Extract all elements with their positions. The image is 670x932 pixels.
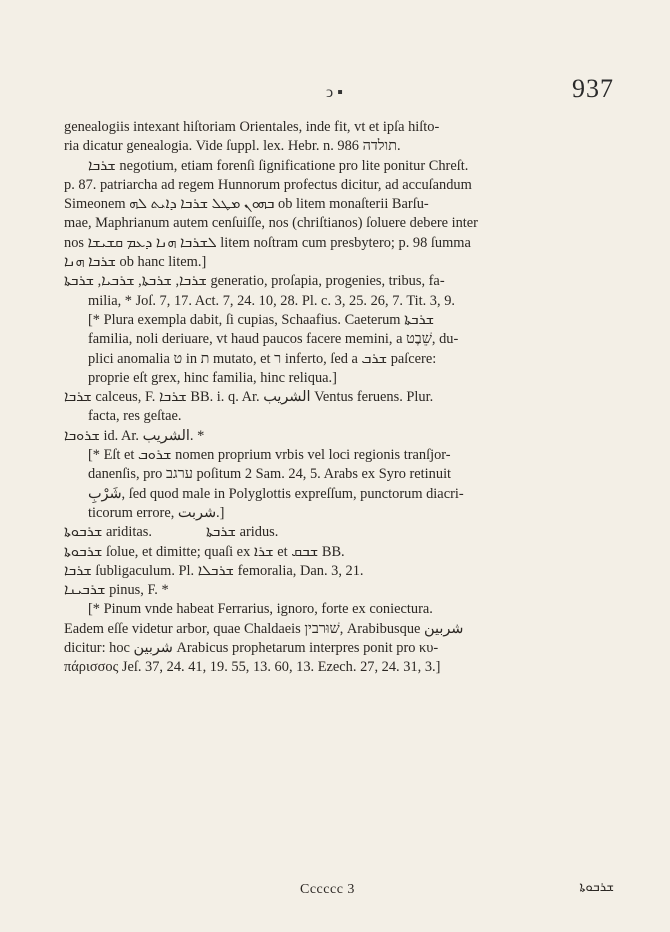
- text-line: plici anomalia ט in ת mutato, et ר inferto, ſed a ܫܪܒ paſcere:: [88, 350, 437, 367]
- note-line: [* Pinum vnde habeat Ferrarius, ignoro, forte ex coniectura.: [88, 601, 433, 618]
- header-ornament: ↄ ▪: [326, 84, 343, 101]
- entry-line: ܫܪܒܐ negotium, etiam forenſi ſignificatione pro lite ponitur Chreſt.: [88, 157, 469, 174]
- entry-line: ܫܪܒܐ calceus, F. ܫܪܒܐ BB. i. q. Ar. الشريب Ventus feruens. Plur.: [64, 389, 434, 406]
- note-line: [* Eſt et ܫܪܘܒ nomen proprium vrbis vel loci regionis tranſjor-: [88, 447, 451, 464]
- text-line: genealogiis intexant hiſtoriam Orientales, inde fit, vt et ipſa hiſto-: [64, 119, 440, 135]
- text-line: proprie eſt grex, hinc familia, hinc reliqua.]: [88, 369, 337, 386]
- text-line: πάρισσος Jeſ. 37, 24. 41, 19. 55, 13. 60, 13. Ezech. 27, 24. 31, 3.]: [64, 659, 441, 676]
- entry-aridus: ܫܪܒܬܐ aridus.: [205, 524, 279, 541]
- lexicon-text: [64, 118, 624, 678]
- signature-mark: Cccccc 3: [300, 882, 355, 897]
- text-line: Simeonem ܒܗܘܢ ܡܛܠ ܫܪܒܐ ܕܐܝܬ ܠܗ ob litem monaſterii Barſu-: [64, 196, 429, 213]
- entry-line: ܫܪܒܐ, ܫܪܒܬܐ, ܫܪܒܝܐ, ܫܪܒܬܐ generatio, proſapia, progenies, tribus, fa-: [64, 273, 445, 290]
- text-line: ticorum errore, شربت.]: [88, 504, 225, 521]
- entry-line: ܫܪܒܘܬܐ ſolue, et dimitte; quaſi ex ܫܪܐ et ܫܒܩ BB.: [64, 543, 345, 560]
- note-line: [* Plura exempla dabit, ſi cupias, Schaafius. Caeterum ܫܪܒܬܐ: [88, 311, 435, 328]
- text-line: milia, * Joſ. 7, 17. Act. 7, 24. 10, 28. Pl. c. 3, 25. 26, 7. Tit. 3, 9.: [88, 292, 455, 309]
- text-line: p. 87. patriarcha ad regem Hunnorum profectus dicitur, ad accuſandum: [64, 176, 472, 193]
- text-line: nos ܠܫܪܒܐ ܗܢܐ ܕܥܡ ܩܫܝܫܐ litem noſtram cum presbytero; p. 98 ſumma: [64, 234, 471, 251]
- entry-line: ܫܪܒܝܢܐ pinus, F. *: [64, 582, 169, 599]
- text-line: شَرْبِ, ſed quod male in Polyglottis expreſſum, punctorum diacri-: [88, 485, 464, 502]
- entry-line: ܫܪܘܒܐ id. Ar. الشريب. *: [64, 427, 205, 444]
- text-line: facta, res geſtae.: [88, 408, 182, 425]
- catchword: ܫܪܒܘܬܐ: [579, 880, 614, 895]
- text-line: ܫܪܒܐ ܗܢܐ ob hanc litem.]: [64, 254, 207, 271]
- text-line: danenſis, pro ערגב poſitum 2 Sam. 24, 5. Arabs ex Syro retinuit: [88, 466, 452, 483]
- text-line: dicitur: hoc شربين Arabicus prophetarum interpres ponit pro κυ-: [64, 640, 439, 657]
- page-number: 937: [572, 74, 614, 103]
- text-line: familia, noli deriuare, vt haud paucos facere memini, a שֵׁבֶט, du-: [88, 331, 459, 348]
- entry-ariditas: ܫܪܒܘܬܐ ariditas.: [64, 524, 152, 541]
- text-line: Eadem eſſe videtur arbor, quae Chaldaeis שׁוּרבין, Arabibusque شربين: [64, 620, 464, 637]
- text-line: mae, Maphrianum autem cenſuiſſe, nos (chriſtianos) ſoluere debere inter: [64, 215, 478, 232]
- entry-line: [64, 523, 624, 542]
- entry-line: ܫܪܒܐ ſubligaculum. Pl. ܫܪܒܠܐ femoralia, Dan. 3, 21.: [64, 562, 364, 579]
- text-line: ria dicatur genealogia. Vide ſuppl. lex. Hebr. n. 986 תולדה.: [64, 138, 401, 155]
